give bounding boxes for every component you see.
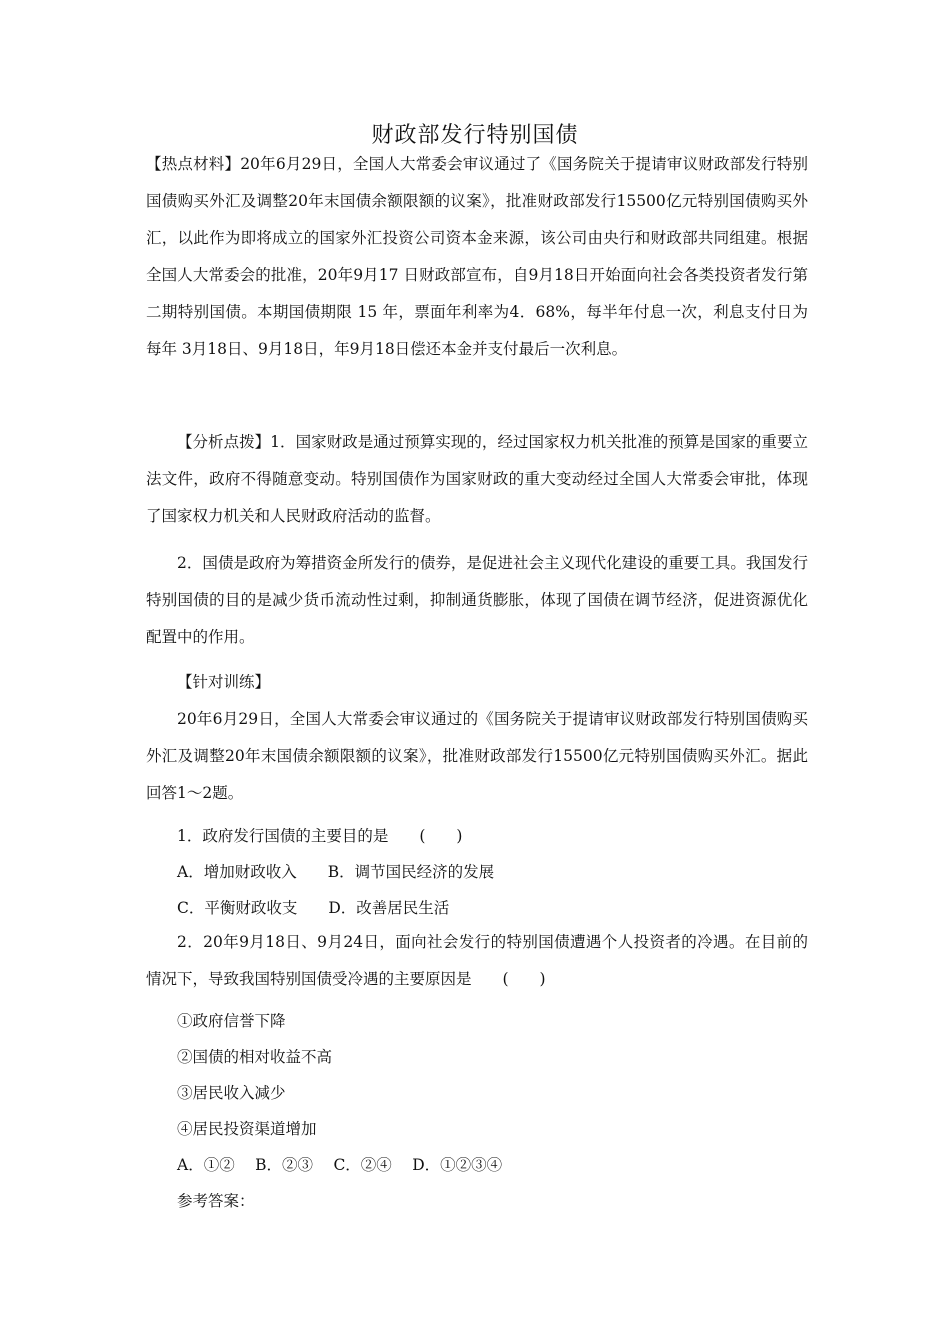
analysis-paragraph-1: 【分析点拨】1．国家财政是通过预算实现的，经过国家权力机关批准的预算是国家的重要立法文件，政府不得随意变动。特别国债作为国家财政的重大变动经过全国人大常委会审批，体现了国家权力机关和人民财政府活动的监督。 [146,433,808,525]
question-1-options-cd: C．平衡财政收支 D．改善居民生活 [177,899,450,917]
answer-label: 参考答案： [177,1192,255,1210]
question-1-stem: 1．政府发行国债的主要目的是 ( ) [177,827,463,845]
question-2-stem: 2．20年9月18日、9月24日，面向社会发行的特别国债遭遇个人投资者的冷遇。在目前的情况下，导致我国特别国债受冷遇的主要原因是 ( ) [146,933,808,988]
question-2-item-4: ④居民投资渠道增加 [177,1120,317,1138]
page-title: 财政部发行特别国债 [371,123,579,148]
training-heading: 【针对训练】 [177,673,271,691]
hot-material-paragraph: 【热点材料】20年6月29日，全国人大常委会审议通过了《国务院关于提请审议财政部发行特别国债购买外汇及调整20年末国债余额限额的议案》，批准财政部发行15500亿元特别国债购买外汇，以此作为即将成立的国家外汇投资公司资本金来源，该公司由央行和财政部共同组建。根据全国人大常委会的批准，20年9月17 日财政部宣布，自9月18日开始面向社会各类投资者发行第二期特别国债。本期国债期限 15 年，票面年利率为4．68%，每半年付息一次，利息支付日为每年 3月18日、9月18日，年9月18日偿还本金并支付最后一次利息。 [146,155,808,358]
question-2-item-1: ①政府信誉下降 [177,1012,286,1030]
analysis-paragraph-2: 2．国债是政府为筹措资金所发行的债券，是促进社会主义现代化建设的重要工具。我国发行特别国债的目的是减少货币流动性过剩，抑制通货膨胀，体现了国债在调节经济，促进资源优化配置中的作用。 [146,554,808,646]
question-2-item-3: ③居民收入减少 [177,1084,286,1102]
question-1-options-ab: A．增加财政收入 B．调节国民经济的发展 [177,863,495,881]
question-2-item-2: ②国债的相对收益不高 [177,1048,333,1066]
question-2-options: A．①② B．②③ C．②④ D．①②③④ [177,1156,503,1174]
training-intro-paragraph: 20年6月29日，全国人大常委会审议通过的《国务院关于提请审议财政部发行特别国债购买外汇及调整20年末国债余额限额的议案》，批准财政部发行15500亿元特别国债购买外汇。据此回答1～2题。 [146,710,808,802]
